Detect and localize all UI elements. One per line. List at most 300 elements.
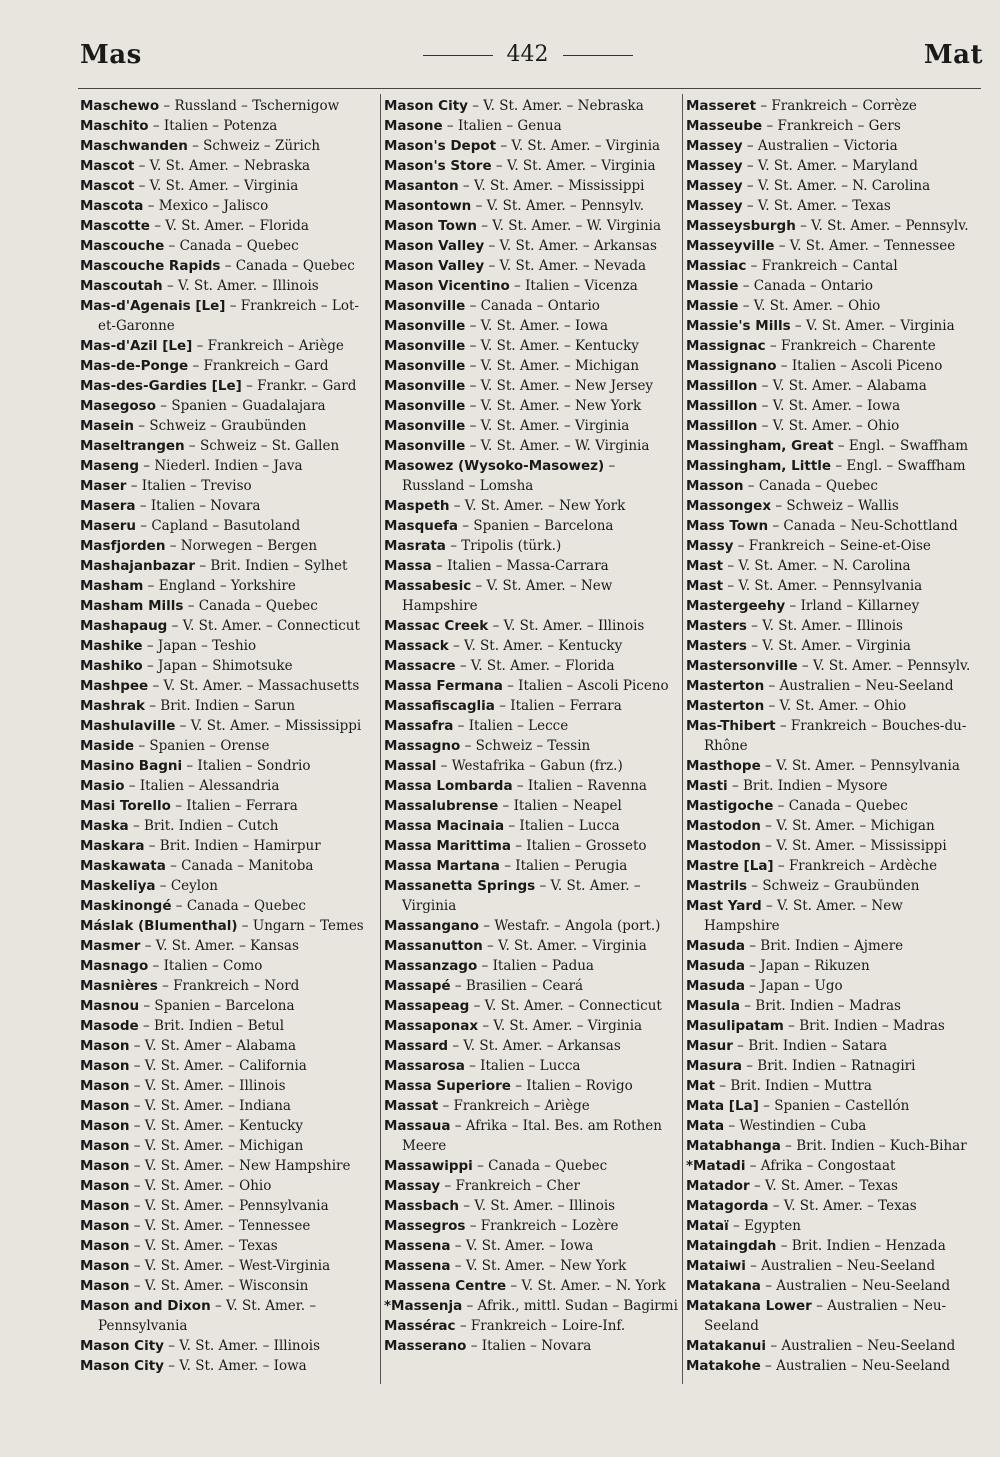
entry-location: – V. St. Amer. – Virginia bbox=[482, 938, 647, 954]
gazetteer-entry bbox=[80, 516, 376, 536]
entry-location: – Italien – Ferrara bbox=[170, 798, 298, 814]
gazetteer-entry bbox=[686, 756, 982, 776]
gazetteer-entry bbox=[686, 1056, 982, 1076]
entry-place-name: Massingham, Little bbox=[686, 458, 832, 474]
entry-location: – Brit. Indien – Mysore bbox=[727, 778, 888, 794]
entry-place-name: Masti bbox=[686, 778, 728, 794]
gazetteer-entry bbox=[80, 1136, 376, 1156]
entry-location: – Ungarn – Temes bbox=[237, 918, 364, 934]
entry-place-name: Mason bbox=[80, 1038, 130, 1054]
gazetteer-entry bbox=[384, 1296, 680, 1316]
entry-place-name: Mastre [La] bbox=[686, 858, 774, 874]
entry-place-name: *Matadi bbox=[686, 1158, 746, 1174]
entry-place-name: Mashulaville bbox=[80, 718, 176, 734]
entry-location: – Australien – Neu-Seeland bbox=[766, 1338, 956, 1354]
gazetteer-entry bbox=[80, 436, 376, 456]
entry-location: – V. St. Amer. – Illinois bbox=[488, 618, 645, 634]
entry-location: – V. St. Amer. – Maryland bbox=[742, 158, 918, 174]
entry-place-name: Massarosa bbox=[384, 1058, 465, 1074]
gazetteer-entry bbox=[384, 556, 680, 576]
entry-place-name: *Massenja bbox=[384, 1298, 463, 1314]
entry-place-name: Mason Valley bbox=[384, 238, 485, 254]
entry-place-name: Masur bbox=[686, 1038, 733, 1054]
entry-location: – Italien – Massa-Carrara bbox=[431, 558, 609, 574]
gazetteer-entry bbox=[384, 656, 680, 676]
gazetteer-entry bbox=[80, 336, 376, 356]
gazetteer-entry bbox=[686, 976, 982, 996]
gazetteer-entry bbox=[80, 176, 376, 196]
gazetteer-entry bbox=[686, 896, 982, 936]
entry-location: – V. St. Amer. – Virginia bbox=[465, 418, 630, 434]
entry-location: – V. St. Amer. – Arkansas bbox=[484, 238, 657, 254]
entry-location: – V. St. Amer. – Texas bbox=[768, 1198, 917, 1214]
entry-place-name: Masmer bbox=[80, 938, 141, 954]
gazetteer-entry bbox=[384, 816, 680, 836]
entry-location: – Engl. – Swaffham bbox=[831, 458, 966, 474]
entry-place-name: Masi Torello bbox=[80, 798, 171, 814]
gazetteer-entry bbox=[686, 716, 982, 756]
entry-place-name: Masterton bbox=[686, 698, 765, 714]
gazetteer-entry bbox=[80, 736, 376, 756]
entry-location: – V. St. Amer. – Nebraska bbox=[134, 158, 311, 174]
gazetteer-entry bbox=[384, 576, 680, 616]
entry-place-name: Masino Bagni bbox=[80, 758, 183, 774]
gazetteer-entry bbox=[80, 1196, 376, 1216]
entry-place-name: Massey bbox=[686, 198, 743, 214]
entry-location: – Italien – Rovigo bbox=[510, 1078, 633, 1094]
entry-location: – Australien – Neu-Seeland bbox=[760, 1358, 951, 1374]
entry-place-name: Maschwanden bbox=[80, 138, 188, 154]
entry-location: – V. St. Amer. – Pennsylvania bbox=[98, 1298, 317, 1334]
entry-place-name: Masio bbox=[80, 778, 125, 794]
gazetteer-entry bbox=[384, 156, 680, 176]
entry-place-name: Matakanui bbox=[686, 1338, 767, 1354]
entry-place-name: Massanetta Springs bbox=[384, 878, 536, 894]
entry-place-name: Massanutton bbox=[384, 938, 483, 954]
entry-place-name: Máslak (Blumenthal) bbox=[80, 918, 238, 934]
gazetteer-entry bbox=[686, 196, 982, 216]
entry-place-name: Massal bbox=[384, 758, 437, 774]
gazetteer-entry bbox=[384, 256, 680, 276]
gazetteer-entry bbox=[384, 796, 680, 816]
entry-place-name: Masone bbox=[384, 118, 443, 134]
entry-location: – Frankreich – Ardèche bbox=[773, 858, 938, 874]
entry-place-name: Massard bbox=[384, 1038, 449, 1054]
entry-location: – V. St. Amer. – New Hampshire bbox=[402, 578, 613, 614]
gazetteer-entry bbox=[686, 996, 982, 1016]
gazetteer-entry bbox=[80, 1076, 376, 1096]
entry-place-name: Massay bbox=[384, 1178, 441, 1194]
gazetteer-entry bbox=[686, 176, 982, 196]
entry-location: – Australien – Neu-Seeland bbox=[704, 1298, 947, 1334]
entry-place-name: Matagorda bbox=[686, 1198, 769, 1214]
page-header bbox=[70, 40, 985, 80]
entry-location: – V. St. Amer. – Alabama bbox=[757, 378, 927, 394]
entry-location: – V. St. Amer. – Connecticut bbox=[167, 618, 360, 634]
gazetteer-entry bbox=[80, 256, 376, 276]
entry-place-name: Massillon bbox=[686, 418, 758, 434]
entry-place-name: Masseyville bbox=[686, 238, 775, 254]
entry-place-name: Mason Valley bbox=[384, 258, 485, 274]
gazetteer-entry bbox=[80, 156, 376, 176]
entry-place-name: Massena bbox=[384, 1258, 451, 1274]
entry-location: – V. St. Amer. – Pennsylvania bbox=[723, 578, 923, 594]
entry-place-name: Mastigoche bbox=[686, 798, 774, 814]
entry-place-name: Maseltrangen bbox=[80, 438, 185, 454]
gazetteer-entry bbox=[80, 96, 376, 116]
entry-place-name: Masonville bbox=[384, 338, 466, 354]
entry-place-name: Mason City bbox=[384, 98, 468, 114]
entry-location: – V. St. Amer. – W. Virginia bbox=[465, 438, 650, 454]
entry-place-name: Massawippi bbox=[384, 1158, 473, 1174]
column-divider-2 bbox=[682, 94, 683, 1384]
entry-location: – V. St. Amer. – Ohio bbox=[757, 418, 900, 434]
entry-place-name: Maskawata bbox=[80, 858, 166, 874]
entry-place-name: Masulipatam bbox=[686, 1018, 784, 1034]
gazetteer-entry bbox=[80, 1256, 376, 1276]
entry-place-name: Masonville bbox=[384, 298, 466, 314]
gazetteer-entry bbox=[384, 1036, 680, 1056]
gazetteer-entry bbox=[80, 236, 376, 256]
entry-location: – V. St. Amer. – Iowa bbox=[757, 398, 901, 414]
gazetteer-entry bbox=[384, 116, 680, 136]
entry-location: – Afrika – Ital. Bes. am Rothen Meere bbox=[402, 1118, 662, 1154]
entry-location: – Russland – Lomsha bbox=[402, 458, 616, 494]
entry-location: – Brit. Indien – Madras bbox=[783, 1018, 945, 1034]
entry-location: – V. St. Amer. – Texas bbox=[742, 198, 891, 214]
entry-place-name: Masanton bbox=[384, 178, 459, 194]
gazetteer-entry bbox=[80, 1336, 376, 1356]
entry-place-name: Masham Mills bbox=[80, 598, 184, 614]
gazetteer-entry bbox=[80, 1016, 376, 1036]
gazetteer-entry bbox=[686, 316, 982, 336]
entry-place-name: Mas-Thibert bbox=[686, 718, 776, 734]
gazetteer-entry bbox=[686, 396, 982, 416]
gazetteer-entry bbox=[384, 516, 680, 536]
gazetteer-entry bbox=[686, 836, 982, 856]
entry-location: – Brit. Indien – Henzada bbox=[776, 1238, 946, 1254]
entry-location: – Canada – Quebec bbox=[183, 598, 318, 614]
entry-location: – Canada – Manitoba bbox=[165, 858, 314, 874]
entry-location: – Schweiz – Graubünden bbox=[746, 878, 920, 894]
entry-place-name: Massapeag bbox=[384, 998, 470, 1014]
gazetteer-entry bbox=[80, 1056, 376, 1076]
entry-place-name: Massapé bbox=[384, 978, 451, 994]
gazetteer-entry bbox=[80, 876, 376, 896]
gazetteer-entry bbox=[80, 1216, 376, 1236]
gazetteer-entry bbox=[686, 616, 982, 636]
entry-location: – V. St. Amer. – New York bbox=[450, 1258, 627, 1274]
entry-place-name: Maskinongé bbox=[80, 898, 172, 914]
entry-place-name: Maseng bbox=[80, 458, 140, 474]
gazetteer-entry bbox=[80, 1036, 376, 1056]
column-1 bbox=[80, 96, 376, 1376]
entry-location: – Spanien – Orense bbox=[134, 738, 270, 754]
entry-location: – Brit. Indien – Satara bbox=[732, 1038, 888, 1054]
gazetteer-entry bbox=[384, 1116, 680, 1156]
entry-location: – Westafrika – Gabun (frz.) bbox=[436, 758, 623, 774]
entry-place-name: Masontown bbox=[384, 198, 472, 214]
entry-place-name: Masson bbox=[686, 478, 744, 494]
entry-location: – V. St. Amer. – Illinois bbox=[163, 1338, 321, 1354]
entry-location: – V. St. Amer. – Kansas bbox=[140, 938, 299, 954]
gazetteer-entry bbox=[686, 676, 982, 696]
entry-location: – Frankreich – Gers bbox=[762, 118, 901, 134]
entry-place-name: Mastergeehy bbox=[686, 598, 786, 614]
gazetteer-entry bbox=[686, 1256, 982, 1276]
gazetteer-entry bbox=[384, 856, 680, 876]
entry-location: – Norwegen – Bergen bbox=[165, 538, 318, 554]
entry-location: – Frankreich – Seine-et-Oise bbox=[733, 538, 931, 554]
header-rule bbox=[78, 88, 981, 89]
gazetteer-entry bbox=[686, 516, 982, 536]
entry-location: – V. St. Amer. – Mississippi bbox=[760, 838, 947, 854]
entry-location: – Italien – Vicenza bbox=[509, 278, 638, 294]
gazetteer-entry bbox=[80, 656, 376, 676]
gazetteer-entry bbox=[384, 976, 680, 996]
entry-location: – Italien – Genua bbox=[442, 118, 562, 134]
entry-location: – V. St. Amer. – Virginia bbox=[790, 318, 955, 334]
entry-location: – Frankreich – Ariège bbox=[192, 338, 344, 354]
gazetteer-entry bbox=[80, 1236, 376, 1256]
entry-place-name: Maskeliya bbox=[80, 878, 156, 894]
entry-location: – Japan – Ugo bbox=[744, 978, 843, 994]
entry-place-name: Massey bbox=[686, 158, 743, 174]
gazetteer-entry bbox=[384, 1276, 680, 1296]
entry-location: – Italien – Potenza bbox=[148, 118, 278, 134]
entry-location: – V. St. Amer. – Michigan bbox=[129, 1138, 304, 1154]
gazetteer-entry bbox=[686, 416, 982, 436]
entry-place-name: Mason bbox=[80, 1118, 130, 1134]
entry-place-name: Massingham, Great bbox=[686, 438, 834, 454]
entry-location: – V. St. Amer. – California bbox=[129, 1058, 307, 1074]
gazetteer-entry bbox=[686, 436, 982, 456]
gazetteer-entry bbox=[80, 496, 376, 516]
entry-location: – Engl. – Swaffham bbox=[833, 438, 969, 454]
entry-location: – Brit. Indien – Ajmere bbox=[744, 938, 904, 954]
entry-place-name: Mast bbox=[686, 558, 724, 574]
entry-location: – V. St. Amer. – Kentucky bbox=[448, 638, 623, 654]
entry-location: – Canada – Quebec bbox=[220, 258, 355, 274]
entry-place-name: Mata bbox=[686, 1118, 725, 1134]
entry-location: – Brit. Indien – Madras bbox=[739, 998, 901, 1014]
entry-place-name: Massey bbox=[686, 178, 743, 194]
entry-place-name: Mastersonville bbox=[686, 658, 798, 674]
gazetteer-entry bbox=[80, 636, 376, 656]
entry-place-name: Matakohe bbox=[686, 1358, 761, 1374]
entry-place-name: Mason's Store bbox=[384, 158, 492, 174]
gazetteer-entry bbox=[686, 816, 982, 836]
gazetteer-entry bbox=[686, 696, 982, 716]
gazetteer-entry bbox=[80, 136, 376, 156]
entry-place-name: Mason Town bbox=[384, 218, 477, 234]
entry-place-name: Masnou bbox=[80, 998, 140, 1014]
entry-location: – Brit. Indien – Muttra bbox=[715, 1078, 872, 1094]
entry-location: – V. St. Amer. – Iowa bbox=[450, 1238, 594, 1254]
entry-place-name: Mason bbox=[80, 1098, 130, 1114]
entry-location: – Westindien – Cuba bbox=[724, 1118, 867, 1134]
gazetteer-entry bbox=[384, 1176, 680, 1196]
entry-place-name: Mason bbox=[80, 1058, 130, 1074]
entry-place-name: Massabesic bbox=[384, 578, 472, 594]
entry-location: – Frankreich – Loire-Inf. bbox=[455, 1318, 626, 1334]
gazetteer-entry bbox=[686, 116, 982, 136]
entry-place-name: Masowez (Wysoko-Masowez) bbox=[384, 458, 605, 474]
entry-location: – Italien – Perugia bbox=[499, 858, 628, 874]
entry-location: – V. St. Amer. – Ohio bbox=[738, 298, 881, 314]
entry-place-name: Mast bbox=[686, 578, 724, 594]
entry-location: – V. St. Amer. – Virginia bbox=[491, 158, 656, 174]
entry-place-name: Masonville bbox=[384, 398, 466, 414]
entry-place-name: Mason bbox=[80, 1238, 130, 1254]
entry-place-name: Masonville bbox=[384, 378, 466, 394]
gazetteer-entry bbox=[80, 1276, 376, 1296]
gazetteer-entry bbox=[384, 236, 680, 256]
gazetteer-entry bbox=[80, 956, 376, 976]
gazetteer-entry bbox=[686, 1016, 982, 1036]
entry-location: – Australien – Victoria bbox=[742, 138, 898, 154]
entry-place-name: Matador bbox=[686, 1178, 750, 1194]
gazetteer-entry bbox=[686, 496, 982, 516]
entry-location: – V. St. Amer. – Ohio bbox=[764, 698, 907, 714]
gazetteer-entry bbox=[686, 576, 982, 596]
gazetteer-entry bbox=[686, 536, 982, 556]
entry-place-name: Masuda bbox=[686, 958, 745, 974]
entry-location: – Westafr. – Angola (port.) bbox=[479, 918, 661, 934]
gazetteer-entry bbox=[686, 136, 982, 156]
header-left-catchword: Mas bbox=[80, 40, 142, 70]
entry-place-name: Massaua bbox=[384, 1118, 451, 1134]
entry-location: – Frankreich – Bouches-du-Rhône bbox=[704, 718, 967, 754]
entry-location: – Australien – Neu-Seeland bbox=[764, 678, 954, 694]
entry-place-name: Mashajanbazar bbox=[80, 558, 196, 574]
entry-location: – V. St. Amer. – Virginia bbox=[402, 878, 641, 914]
entry-location: – V. St. Amer. – Pennsylv. bbox=[797, 658, 971, 674]
gazetteer-entry bbox=[80, 936, 376, 956]
gazetteer-entry bbox=[686, 656, 982, 676]
gazetteer-entry bbox=[80, 1176, 376, 1196]
entry-place-name: Mascouche bbox=[80, 238, 165, 254]
entry-location: – Brasilien – Ceará bbox=[450, 978, 584, 994]
entry-place-name: Masthope bbox=[686, 758, 761, 774]
gazetteer-entry bbox=[384, 196, 680, 216]
entry-location: – Canada – Quebec bbox=[171, 898, 306, 914]
gazetteer-entry bbox=[80, 696, 376, 716]
gazetteer-entry bbox=[80, 1096, 376, 1116]
entry-location: – V. St. Amer. – Pennsylv. bbox=[795, 218, 969, 234]
entry-location: – Japan – Rikuzen bbox=[744, 958, 870, 974]
entry-location: – V. St. Amer. – Virginia bbox=[478, 1018, 643, 1034]
entry-place-name: Maser bbox=[80, 478, 127, 494]
entry-place-name: Massey bbox=[686, 138, 743, 154]
entry-location: – Spanien – Barcelona bbox=[139, 998, 295, 1014]
entry-location: – V. St. Amer. – Illinois bbox=[162, 278, 319, 294]
entry-location: – Capland – Basutoland bbox=[136, 518, 301, 534]
entry-location: – Schweiz – Graubünden bbox=[133, 418, 307, 434]
gazetteer-entry bbox=[384, 436, 680, 456]
entry-location: – Niederl. Indien – Java bbox=[139, 458, 303, 474]
gazetteer-entry bbox=[384, 636, 680, 656]
entry-place-name: Masuda bbox=[686, 978, 745, 994]
entry-place-name: Masonville bbox=[384, 418, 466, 434]
entry-location: – Canada – Ontario bbox=[738, 278, 874, 294]
entry-location: – V. St. Amer. – Pennsylvania bbox=[129, 1198, 329, 1214]
gazetteer-entry bbox=[384, 336, 680, 356]
entry-place-name: Masseret bbox=[686, 98, 757, 114]
entry-location: – V. St. Amer. – Wisconsin bbox=[129, 1278, 309, 1294]
gazetteer-entry bbox=[80, 676, 376, 696]
entry-location: – Tripolis (türk.) bbox=[445, 538, 562, 554]
entry-place-name: Mason bbox=[80, 1258, 130, 1274]
entry-place-name: Massac Creek bbox=[384, 618, 489, 634]
gazetteer-entry bbox=[384, 1196, 680, 1216]
entry-place-name: Mastodon bbox=[686, 818, 761, 834]
gazetteer-entry bbox=[384, 496, 680, 516]
gazetteer-entry bbox=[80, 1156, 376, 1176]
entry-place-name: Massa Superiore bbox=[384, 1078, 511, 1094]
entry-location: – Canada – Quebec bbox=[773, 798, 908, 814]
gazetteer-entry bbox=[384, 216, 680, 236]
entry-location: – V. St. Amer. – New York bbox=[465, 398, 642, 414]
entry-place-name: Masuda bbox=[686, 938, 745, 954]
entry-location: – V. St. Amer. – Illinois bbox=[459, 1198, 616, 1214]
entry-place-name: Massa Lombarda bbox=[384, 778, 513, 794]
gazetteer-entry bbox=[384, 96, 680, 116]
gazetteer-entry bbox=[384, 936, 680, 956]
entry-location: – Canada – Quebec bbox=[164, 238, 299, 254]
entry-place-name: Massafra bbox=[384, 718, 454, 734]
entry-place-name: Mason Vicentino bbox=[384, 278, 510, 294]
entry-place-name: Mat bbox=[686, 1078, 715, 1094]
entry-place-name: Masura bbox=[686, 1058, 742, 1074]
entry-location: – V. St. Amer. – Pennsylv. bbox=[471, 198, 645, 214]
entry-place-name: Maside bbox=[80, 738, 135, 754]
gazetteer-entry bbox=[384, 356, 680, 376]
entry-location: – Italien – Grosseto bbox=[510, 838, 647, 854]
entry-place-name: Mastodon bbox=[686, 838, 761, 854]
entry-place-name: Massignac bbox=[686, 338, 766, 354]
gazetteer-entry bbox=[384, 716, 680, 736]
entry-location: – V. St. Amer. – Indiana bbox=[129, 1098, 291, 1114]
gazetteer-entry bbox=[384, 876, 680, 916]
entry-location: – V. St. Amer. – Texas bbox=[129, 1238, 278, 1254]
entry-place-name: Mas-d'Azil [Le] bbox=[80, 338, 193, 354]
entry-location: – Frankreich – Nord bbox=[157, 978, 300, 994]
entry-location: – Italien – Como bbox=[148, 958, 263, 974]
entry-location: – Japan – Shimotsuke bbox=[142, 658, 293, 674]
entry-location: – Italien – Alessandria bbox=[124, 778, 280, 794]
entry-location: – Italien – Lecce bbox=[453, 718, 569, 734]
entry-location: – Mexico – Jalisco bbox=[143, 198, 269, 214]
gazetteer-entry bbox=[686, 1296, 982, 1336]
entry-location: – Frankreich – Charente bbox=[765, 338, 936, 354]
entry-location: – Schweiz – Zürich bbox=[187, 138, 321, 154]
entry-location: – Brit. Indien – Sylhet bbox=[195, 558, 348, 574]
entry-place-name: Massérac bbox=[384, 1318, 456, 1334]
entry-location: – Frankreich – Cantal bbox=[746, 258, 898, 274]
entry-location: – V. St. Amer. – Virginia bbox=[746, 638, 911, 654]
gazetteer-entry bbox=[80, 276, 376, 296]
column-2 bbox=[384, 96, 680, 1356]
entry-place-name: Mashapaug bbox=[80, 618, 168, 634]
entry-place-name: Maseru bbox=[80, 518, 137, 534]
entry-place-name: Massack bbox=[384, 638, 449, 654]
gazetteer-entry bbox=[80, 216, 376, 236]
entry-place-name: Mashpee bbox=[80, 678, 149, 694]
entry-place-name: Maskara bbox=[80, 838, 145, 854]
entry-place-name: Mashiko bbox=[80, 658, 143, 674]
gazetteer-entry bbox=[686, 276, 982, 296]
